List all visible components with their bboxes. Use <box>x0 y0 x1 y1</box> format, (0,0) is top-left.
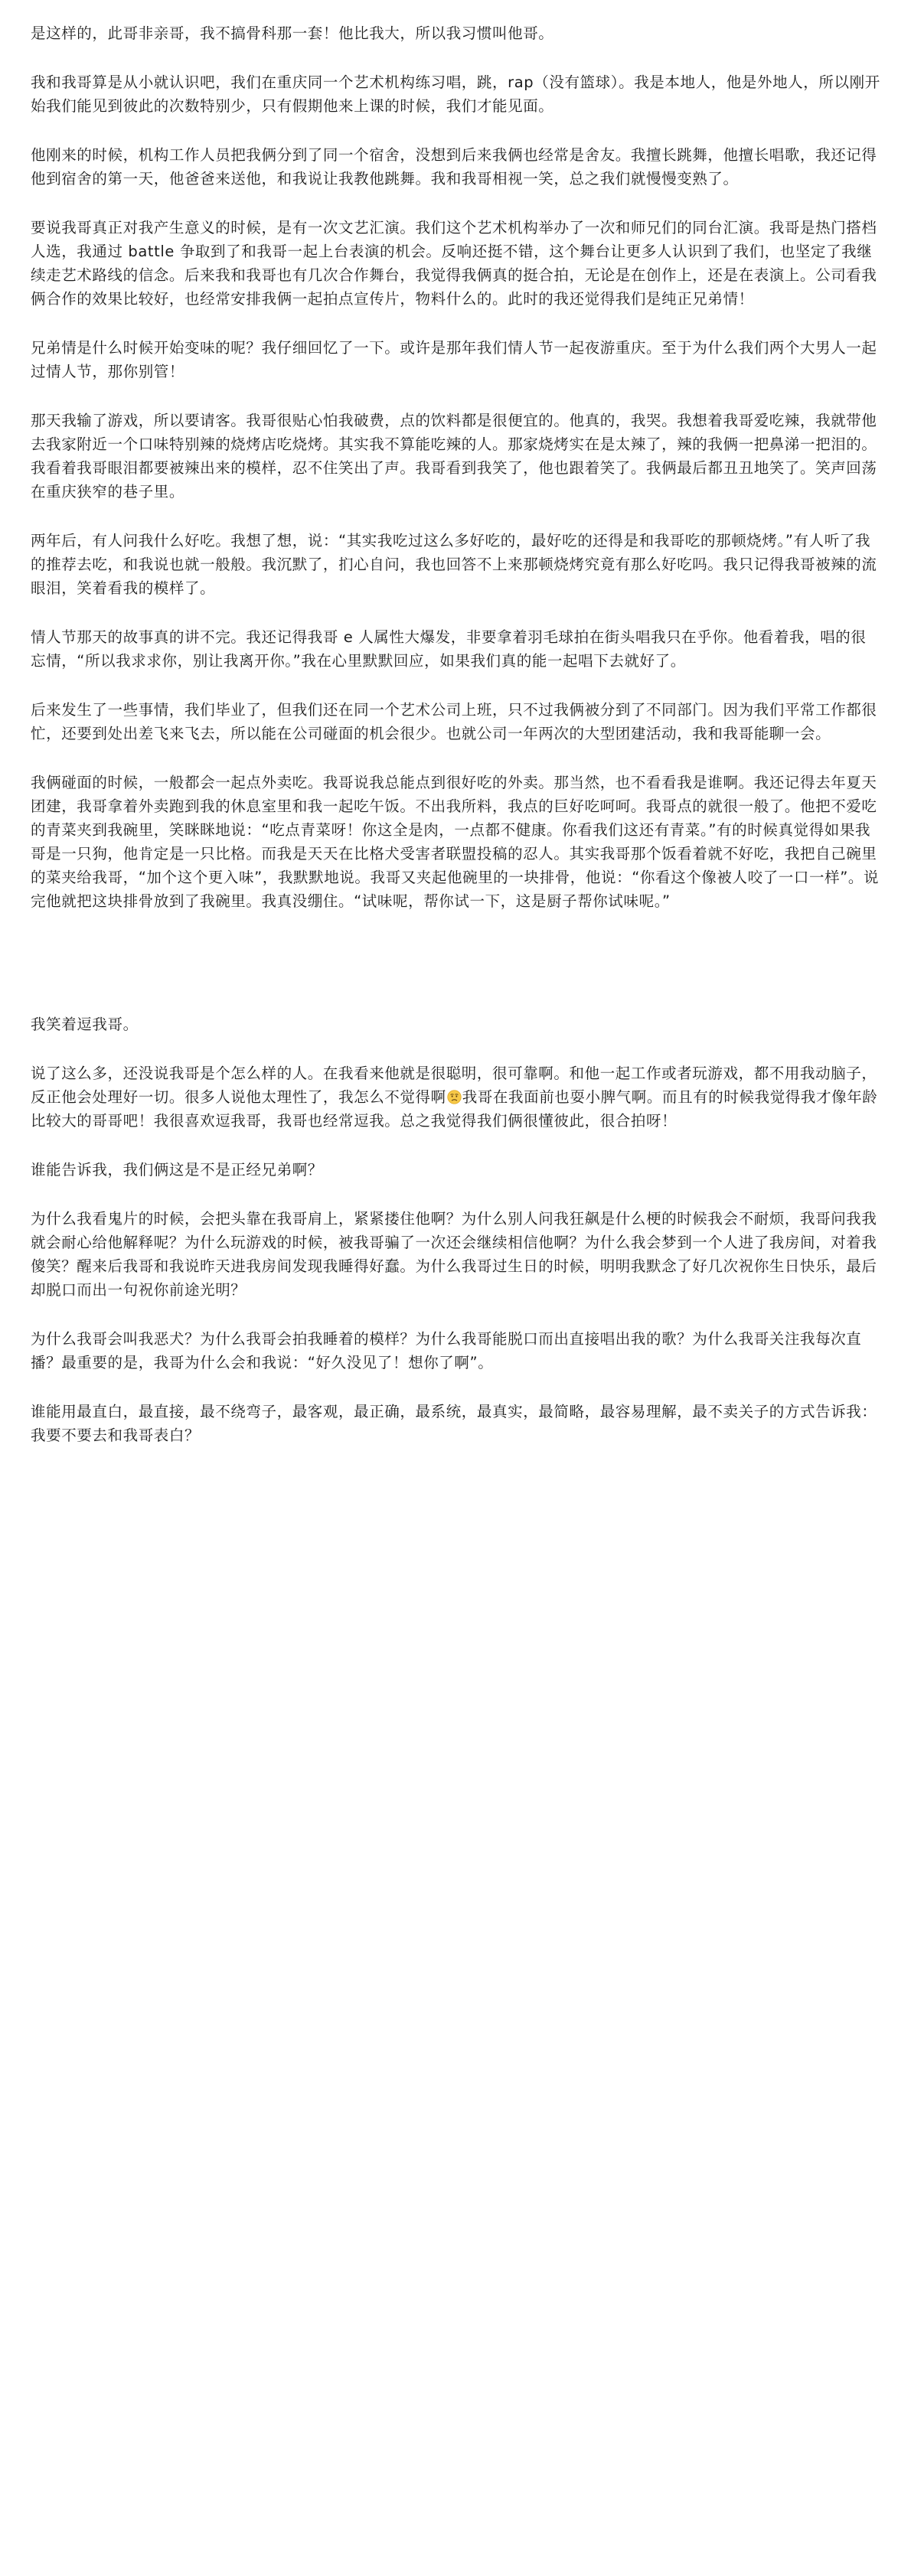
paragraph: 我笑着逗我哥。 <box>31 1016 139 1033</box>
paragraph: 后来发生了一些事情，我们毕业了，但我们还在同一个艺术公司上班，只不过我俩被分到了不同部门。因为我们平常工作都很忙，还要到处出差飞来飞去，所以能在公司碰面的机会很少。也就公司一年两次的大型团建活动，我和我哥能聊一会。 <box>31 701 877 742</box>
paragraph: 兄弟情是什么时候开始变味的呢？我仔细回忆了一下。或许是那年我们情人节一起夜游重庆。至于为什么我们两个大男人一起过情人节，那你别管！ <box>31 339 877 380</box>
paragraph: 是这样的，此哥非亲哥，我不搞骨科那一套！他比我大，所以我习惯叫他哥。 <box>31 24 554 42</box>
disappointed-face-icon <box>447 1087 462 1102</box>
paragraph: 谁能用最直白，最直接，最不绕弯子，最客观，最正确，最系统，最真实，最简略，最容易理解，最不卖关子的方式告诉我：我要不要去和我哥表白？ <box>31 1403 877 1444</box>
paragraph: 我俩碰面的时候，一般都会一起点外卖吃。我哥说我总能点到很好吃的外卖。那当然，也不看看我是谁啊。我还记得去年夏天团建，我哥拿着外卖跑到我的休息室里和我一起吃午饭。不出我所料，我点的巨好吃呵呵。我哥点的就很一般了。他把不爱吃的青菜夹到我碗里，笑眯眯地说：“吃点青菜呀！你这全是肉，一点都不健康。你看我们这还有青菜。”有的时候真觉得如果我哥是一只狗，他肯定是一只比格。而我是天天在比格犬受害者联盟投稿的忍人。其实我哥那个饭看着就不好吃，我把自己碗里的菜夹给我哥，“加个这个更入味”，我默默地说。我哥又夹起他碗里的一块排骨，他说：“你看这个像被人咬了一口一样”。说完他就把这块排骨放到了我碗里。我真没绷住。“试味呢，帮你试一下，这是厨子帮你试味呢。” <box>31 774 880 910</box>
paragraph: 为什么我哥会叫我恶犬？为什么我哥会拍我睡着的模样？为什么我哥能脱口而出直接唱出我的歌？为什么我哥关注我每次直播？最重要的是，我哥为什么会和我说：“好久没见了！想你了啊”。 <box>31 1330 862 1371</box>
paragraph-text-after-emoji: 我哥在我面前也耍小脾气啊。而且有的时候我觉得我才像年龄比较大的哥哥吧！我很喜欢逗我哥，我哥也经常逗我。总之我觉得我们俩很懂彼此，很合拍呀！ <box>31 1088 878 1130</box>
article-body <box>31 21 880 1472</box>
paragraph: 那天我输了游戏，所以要请客。我哥很贴心怕我破费，点的饮料都是很便宜的。他真的，我哭。我想着我哥爱吃辣，我就带他去我家附近一个口味特别辣的烧烤店吃烧烤。其实我不算能吃辣的人。那家烧烤实在是太辣了，辣的我俩一把鼻涕一把泪的。我看着我哥眼泪都要被辣出来的模样，忍不住笑出了声。我哥看到我笑了，他也跟着笑了。我俩最后都丑丑地笑了。笑声回荡在重庆狭窄的巷子里。 <box>31 412 877 501</box>
paragraph: 我和我哥算是从小就认识吧，我们在重庆同一个艺术机构练习唱，跳，rap（没有篮球）。我是本地人，他是外地人，所以刚开始我们能见到彼此的次数特别少，只有假期他来上课的时候，我们才能见面。 <box>31 73 880 115</box>
paragraph: 为什么我看鬼片的时候，会把头靠在我哥肩上，紧紧搂住他啊？为什么别人问我狂飙是什么梗的时候我会不耐烦，我哥问我我就会耐心给他解释呢？为什么玩游戏的时候，被我哥骗了一次还会继续相信他啊？为什么我会梦到一个人进了我房间，对着我傻笑？醒来后我哥和我说昨天进我房间发现我睡得好蠢。为什么我哥过生日的时候，明明我默念了好几次祝你生日快乐，最后却脱口而出一句祝你前途光明？ <box>31 1210 877 1299</box>
paragraph: 他刚来的时候，机构工作人员把我俩分到了同一个宿舍，没想到后来我俩也经常是舍友。我擅长跳舞，他擅长唱歌，我还记得他到宿舍的第一天，他爸爸来送他，和我说让我教他跳舞。我和我哥相视一笑，总之我们就慢慢变熟了。 <box>31 146 877 187</box>
paragraph: 两年后，有人问我什么好吃。我想了想，说：“其实我吃过这么多好吃的，最好吃的还得是和我哥吃的那顿烧烤。”有人听了我的推荐去吃，和我说也就一般般。我沉默了，扪心自问，我也回答不上来那顿烧烤究竟有那么好吃吗。我只记得我哥被辣的流眼泪，笑着看我的模样了。 <box>31 532 877 597</box>
paragraph: 谁能告诉我，我们俩这是不是正经兄弟啊？ <box>31 1161 323 1179</box>
paragraph: 要说我哥真正对我产生意义的时候，是有一次文艺汇演。我们这个艺术机构举办了一次和师兄们的同台汇演。我哥是热门搭档人选，我通过 battle 争取到了和我哥一起上台表演的机会。反响还挺不错，这个舞台让更多人认识到了我们，也坚定了我继续走艺术路线的信念。后来我和我哥也有几次合作舞台，我觉得我俩真的挺合拍，无论是在创作上，还是在表演上。公司看我俩合作的效果比较好，也经常安排我俩一起拍点宣传片，物料什么的。此时的我还觉得我们是纯正兄弟情！ <box>31 219 877 308</box>
paragraph: 情人节那天的故事真的讲不完。我还记得我哥 e 人属性大爆发，非要拿着羽毛球拍在街头唱我只在乎你。他看着我，唱的很忘情，“所以我求求你，别让我离开你。”我在心里默默回应，如果我们真的能一起唱下去就好了。 <box>31 628 867 670</box>
paragraph-text-before-emoji: 说了这么多，还没说我哥是个怎么样的人。在我看来他就是很聪明，很可靠啊。和他一起工作或者玩游戏，都不用我动脑子，反正他会处理好一切。很多人说他太理性了，我怎么不觉得啊 <box>31 1065 877 1106</box>
paragraph-with-emoji <box>31 1061 880 1133</box>
